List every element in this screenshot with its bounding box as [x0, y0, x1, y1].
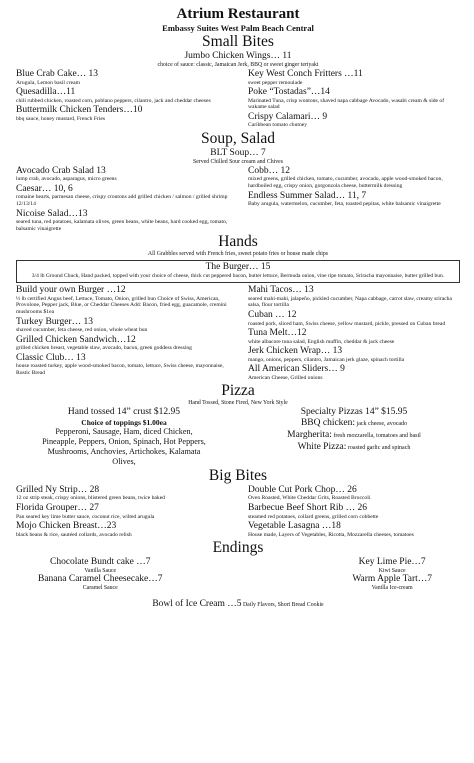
menu-item — [16, 593, 460, 611]
item-name: Banana Caramel Cheesecake…7 — [38, 574, 163, 585]
item-desc: Vanilla Ice-cream — [371, 584, 413, 591]
menu-item — [16, 87, 232, 104]
left-column — [16, 69, 238, 130]
left-column — [16, 407, 238, 467]
section-big-bites — [16, 467, 460, 539]
section-heading: Small Bites — [202, 33, 274, 50]
item-name: Double Cut Pork Chop… 26 — [248, 484, 357, 495]
item-name: Mahi Tacos… 13 — [248, 285, 314, 296]
toppings-line: Mushrooms, Anchovies, Artichokes, Kalamata — [47, 446, 201, 456]
section-endings — [16, 539, 460, 611]
item-desc: steamed red potatoes, collard greens, grilled corn cobbette — [248, 513, 379, 520]
item-name: Jerk Chicken Wrap… 13 — [248, 346, 343, 357]
right-column — [352, 557, 432, 592]
menu-item — [38, 574, 163, 591]
item-name: Poke “Tostadas”…14 — [248, 87, 330, 98]
item-desc: house roasted turkey, apple wood-smoked bacon, tomato, lettuce, Swiss cheese, mayonnaise, Rustic Bread — [16, 363, 224, 376]
item-name: Crispy Calamari… 9 — [248, 111, 328, 122]
section-heading: Hands — [218, 233, 258, 251]
item-name: Turkey Burger… 13 — [16, 316, 94, 327]
item-name: Grilled Chicken Sandwich…12 — [16, 334, 136, 345]
item-name: Cuban … 12 — [248, 310, 297, 321]
menu-item — [16, 69, 232, 86]
pizza-item — [248, 418, 460, 430]
item-desc: black beans & rice, sautéed collards, avocado relish — [16, 531, 132, 538]
item-name: Blue Crab Cake… 13 — [16, 69, 99, 79]
section-small-bites — [16, 33, 460, 130]
item-name: All American Sliders… 9 — [248, 364, 345, 375]
item-desc: Kiwi Sauce — [378, 567, 406, 574]
menu-item — [248, 346, 460, 363]
menu-item — [16, 485, 232, 502]
right-column — [238, 69, 460, 130]
item-desc: Caribbean tomato chutney — [248, 122, 308, 129]
hand-tossed-price: Hand tossed 14” crust $12.95 — [67, 407, 181, 418]
featured-item: Jumbo Chicken Wings… 11 — [184, 51, 292, 61]
item-name: Margherita: — [287, 430, 332, 441]
item-desc: American Cheese, Grilled onions — [248, 374, 323, 381]
section-note: Hand Tossed, Stone Fired, New York Style — [188, 400, 288, 407]
section-pizza — [16, 382, 460, 467]
item-desc: white albacore tuna salad, English muffin, cheddar & jack cheese — [248, 338, 395, 345]
menu-item — [248, 87, 460, 111]
item-name: Tuna Melt…12 — [248, 328, 307, 339]
item-name: Key West Conch Fritters …11 — [248, 69, 363, 79]
item-desc: grilled chicken breast, vegetable slaw, avocado, bacon, green goddess dressing — [16, 345, 192, 352]
menu-item — [16, 184, 232, 208]
item-desc: Marinated Tuna, crisp wontons, shaved napa cabbage Avocado, wasabi cream & side of wakame salad — [248, 97, 445, 111]
item-desc: shaved cucumber, feta cheese, red onion, whole wheat bun — [16, 327, 148, 334]
item-desc: chili rubbed chicken, roasted corn, poblano peppers, cilantro, jack and cheddar cheeses — [16, 97, 211, 104]
featured-note: Served Chilled Sour cream and Chives — [193, 158, 283, 165]
item-desc: Daily Flavors, Short Bread Cookie — [241, 601, 324, 608]
menu-item — [248, 285, 460, 309]
item-desc: jack cheese, avocado — [355, 421, 408, 428]
featured-item: BLT Soup… 7 — [210, 147, 266, 158]
left-column — [16, 166, 238, 233]
item-desc: Pan seared key lime butter sauce, coconut rice, wilted arugula — [16, 513, 155, 520]
item-name: Mojo Chicken Breast…23 — [16, 521, 117, 532]
menu-item — [248, 521, 460, 538]
item-name: Bowl of Ice Cream …5 — [152, 598, 242, 609]
toppings-label: Choice of toppings $1.00ea — [81, 417, 167, 427]
section-heading: Pizza — [221, 382, 255, 400]
right-column — [238, 485, 460, 539]
section-heading: Endings — [212, 539, 264, 557]
item-desc: fresh mozzarella, tomatoes and basil — [331, 433, 421, 440]
item-name: BBQ chicken: — [300, 418, 356, 429]
item-name: Warm Apple Tart…7 — [352, 574, 432, 585]
item-desc: seared mahi-mahi, jalapeño, pickled cucumber, Napa cabbage, carrot slaw, creamy sriracha salsa, flour tortilla — [248, 295, 452, 309]
item-name: Quesadilla…11 — [16, 87, 76, 98]
section-heading: Big Bites — [208, 466, 268, 484]
featured-note: choice of sauce: classic, Jamaican Jerk, BBQ or sweet ginger teriyaki — [157, 62, 319, 68]
item-desc: House made, Layers of Vegetables, Ricotta, Mozzarella cheeses, tomatoes — [248, 531, 414, 538]
item-name: Chocolate Bundt cake …7 — [49, 557, 151, 568]
item-name: Classic Club… 13 — [16, 352, 86, 363]
item-desc: seared tuna, red potatoes, kalamata olives, green beans, white beans, hard cooked egg, tomato, balsamic vinaigrette — [16, 219, 228, 232]
menu-item — [248, 69, 460, 86]
item-desc: Arugula, Lemon basil cream — [16, 79, 80, 86]
menu-item — [352, 574, 432, 591]
menu-header — [16, 6, 460, 33]
item-name: Buttermilk Chicken Tenders…10 — [16, 105, 143, 116]
menu-item — [16, 317, 232, 334]
menu-item — [16, 335, 232, 352]
menu-item — [248, 364, 460, 381]
item-name: Vegetable Lasagna …18 — [248, 521, 341, 532]
pizza-item — [248, 430, 460, 442]
menu-item — [248, 503, 460, 520]
specialty-price: Specialty Pizzas 14” $15.95 — [300, 407, 408, 418]
item-name: Avocado Crab Salad 13 — [16, 165, 106, 176]
item-name: Key Lime Pie…7 — [358, 557, 426, 568]
menu-item — [16, 353, 232, 377]
item-desc: roasted pork, sliced ham, Swiss cheese, yellow mustard, pickle, pressed on Cuban bread — [248, 320, 446, 327]
item-name: Grilled Ny Strip… 28 — [16, 484, 100, 495]
menu-item — [352, 557, 432, 574]
item-name: Caesar… 10, 6 — [16, 183, 73, 194]
section-soup-salad — [16, 130, 460, 233]
item-desc: lump crab, avocado, asparagus, micro greens — [16, 176, 117, 183]
toppings-line: Pepperoni, Sausage, Ham, diced Chicken, — [55, 426, 193, 436]
section-heading: Soup, Salad — [200, 129, 276, 147]
item-desc: 12 oz strip steak, crispy onions, blistered green beans, twice baked — [16, 495, 165, 502]
item-name: Cobb… 12 — [248, 165, 290, 176]
toppings-list — [16, 427, 232, 467]
menu-item — [248, 310, 460, 327]
menu-item — [248, 166, 460, 190]
item-desc: Baby arugula, watermelon, cucumber, feta, toasted pepitas, white balsamic vinaigrette — [248, 201, 441, 208]
right-column — [238, 285, 460, 382]
item-desc: roasted garlic and spinach — [346, 445, 411, 452]
item-desc: ½ lb certified Angus beef, Lettuce, Tomato, Onion, grilled bun Choice of Swiss, American, Provolone, Pepper jack, Blue, or Cheddar Cheeses Add: Bacon, fried egg, guacamole, cremini mushrooms $1ea — [16, 295, 227, 316]
item-desc: mango, onions, peppers, cilantro, Jamaican jerk glaze, spinach tortilla — [248, 356, 405, 363]
toppings-line: Olives, — [112, 456, 136, 466]
menu-item — [16, 166, 232, 183]
restaurant-subtitle: Embassy Suites West Palm Beach Central — [162, 23, 314, 33]
left-column — [16, 285, 238, 382]
featured-note: 3/4 lb Ground Chuck, Hand packed, topped with your choice of cheese, thick cut peppered bacon, butter lettuce, Bermuda onion, vine ripe tomato, Sriracha mayonnaise, butter grilled bun. — [31, 273, 445, 280]
menu-item — [248, 191, 460, 208]
left-column — [16, 485, 238, 539]
item-name: Nicoise Salad…13 — [16, 208, 88, 219]
menu-item — [38, 557, 163, 574]
item-name: Build your own Burger …12 — [16, 285, 126, 296]
menu-item — [16, 105, 232, 122]
toppings-line: Pineapple, Peppers, Onion, Spinach, Hot Peppers, — [42, 436, 206, 446]
item-desc: Oven Roasted, White Cheddar Grits, Roasted Broccoli — [248, 495, 371, 502]
left-column — [38, 557, 163, 592]
right-column — [238, 166, 460, 233]
item-name: Barbecue Beef Short Rib … 26 — [248, 503, 367, 513]
item-name: White Pizza: — [297, 442, 347, 453]
menu-item — [16, 503, 232, 520]
restaurant-title: Atrium Restaurant — [176, 6, 300, 22]
item-desc: romaine hearts, parmesan cheese, crispy croutons add grilled chicken / salmon / grilled shrimp 12/13/14 — [16, 194, 228, 208]
item-desc: Caramel Sauce — [82, 584, 118, 591]
menu-item — [16, 285, 232, 315]
menu-item — [16, 209, 232, 233]
menu-item — [248, 485, 460, 502]
section-note: All Grabbles served with French fries, sweet potato fries or house made chips — [147, 251, 329, 258]
item-name: Endless Summer Salad… 11, 7 — [248, 190, 367, 201]
right-column — [238, 407, 460, 467]
menu-item — [248, 328, 460, 345]
section-hands — [16, 233, 460, 382]
menu-item — [16, 521, 232, 538]
item-desc: Vanilla Sauce — [84, 567, 117, 574]
featured-box — [16, 260, 460, 283]
item-desc: mixed greens, grilled chicken, tomato, cucumber, avocado, apple wood-smoked bacon, hardboiled egg, crispy onion, gorgonzola cheese, buttermilk dressing — [248, 176, 443, 189]
item-desc: sweet pepper remoulade — [248, 79, 303, 86]
pizza-item — [248, 442, 460, 454]
item-name: Florida Grouper… 27 — [16, 503, 99, 513]
menu-item — [248, 112, 460, 129]
featured-item: The Burger… 15 — [205, 262, 271, 273]
item-desc: bbq sauce, honey mustard, French Fries — [16, 115, 106, 122]
